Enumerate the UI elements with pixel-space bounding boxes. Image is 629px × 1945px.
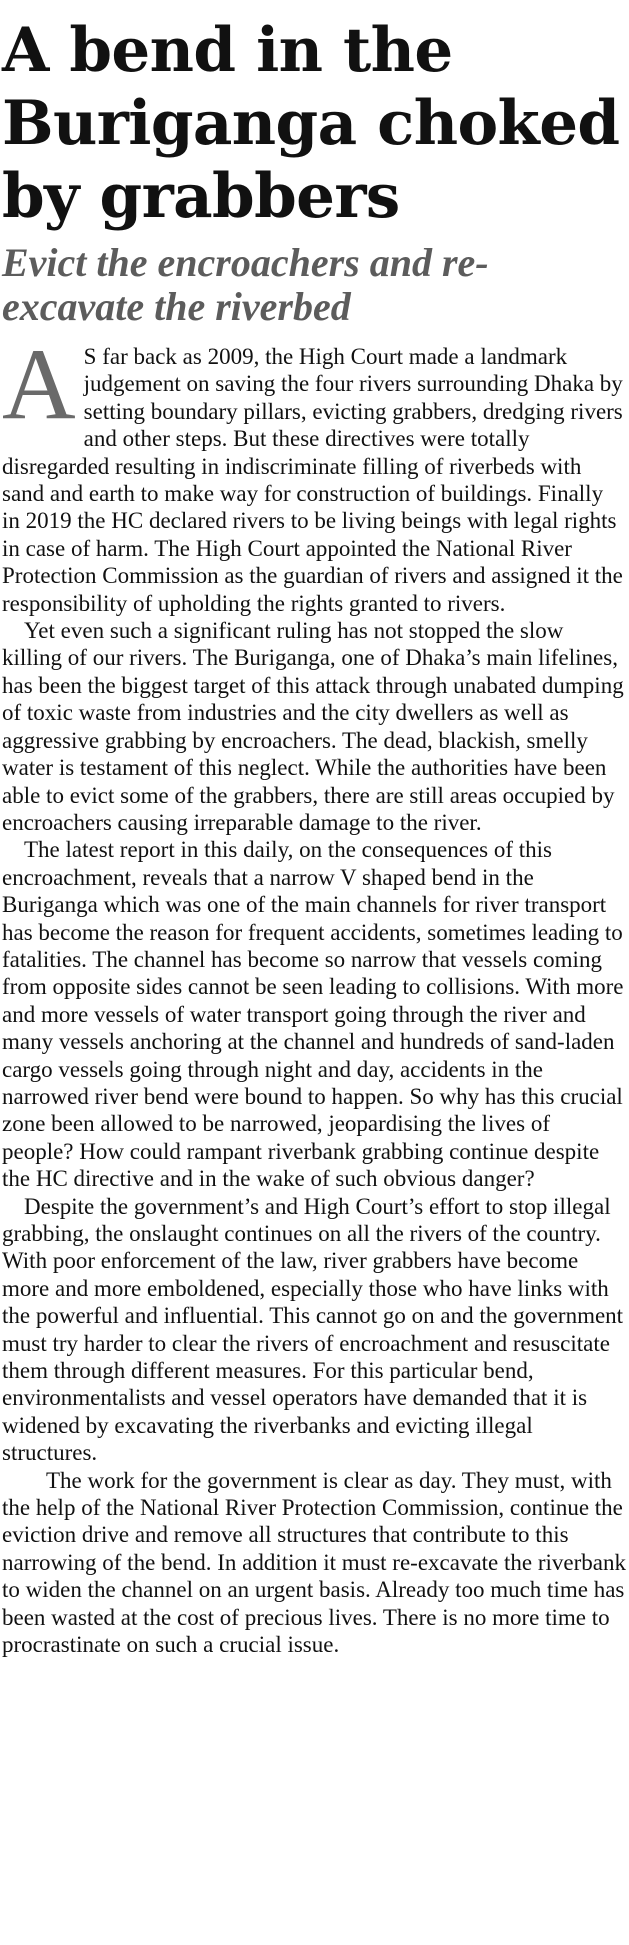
drop-cap: A (2, 328, 76, 441)
paragraph-1-text: S far back as 2009, the High Court made a landmark judgement on saving the four rivers surrounding Dhaka by setting boundary pillars, evicting grabbers, dredging rivers and other steps. But these directives were totally disregarded resulting in indiscriminate filling of riverbeds with sand and earth to make way for construction of buildings. Finally in 2019 the HC declared rivers to be living beings with legal rights in case of harm. The High Court appointed the National River Protection Commission as the guardian of rivers and assigned it the responsibility of upholding the rights granted to rivers. (2, 344, 623, 616)
paragraph-3: The latest report in this daily, on the consequences of this encroachment, reveals that a narrow V shaped bend in the Buriganga which was one of the main channels for river transport has become the reason for frequent accidents, sometimes leading to fatalities. The channel has become so narrow that vessels coming from opposite sides cannot be seen leading to collisions. With more and more vessels of water transport going through the river and many vessels anchoring at the channel and hundreds of sand-laden cargo vessels going through night and day, accidents in the narrowed river bend were bound to happen. So why has this crucial zone been allowed to be narrowed, jeopardising the lives of people? How could rampant riverbank grabbing continue despite the HC directive and in the wake of such obvious danger? (2, 837, 624, 1192)
paragraph-2: Yet even such a significant ruling has not stopped the slow killing of our rivers. The Buriganga, one of Dhaka’s main lifelines, has been the biggest target of this attack through unabated dumping of toxic waste from industries and the city dwellers as well as aggressive grabbing by encroachers. The dead, blackish, smelly water is testament of this neglect. While the authorities have been able to evict some of the grabbers, there are still areas occupied by encroachers causing irreparable damage to the river. (2, 618, 624, 835)
paragraph-1 (2, 328, 626, 617)
subheadline: Evict the encroachers and re-excavate the riverbed (2, 240, 489, 329)
paragraph-5: The work for the government is clear as day. They must, with the help of the National River Protection Commission, continue the eviction drive and remove all structures that contribute to this narrowing of the bend. In addition it must re-excavate the riverbank to widen the channel on an urgent basis. Already too much time has been wasted at the cost of precious lives. There is no more time to procrastinate on such a crucial issue. (2, 1467, 626, 1658)
paragraph-4: Despite the government’s and High Court’s effort to stop illegal grabbing, the onslaught continues on all the rivers of the country. With poor enforcement of the law, river grabbers have become more and more emboldened, especially those who have links with the powerful and influential. This cannot go on and the government must try harder to clear the rivers of encroachment and resuscitate them through different measures. For this particular bend, environmentalists and vessel operators have demanded that it is widened by excavating the riverbanks and evicting illegal structures. (2, 1193, 624, 1466)
editorial-article (2, 0, 626, 1659)
headline: A bend in the Buriganga choked by grabbers (2, 15, 620, 232)
article-body (2, 328, 626, 1659)
